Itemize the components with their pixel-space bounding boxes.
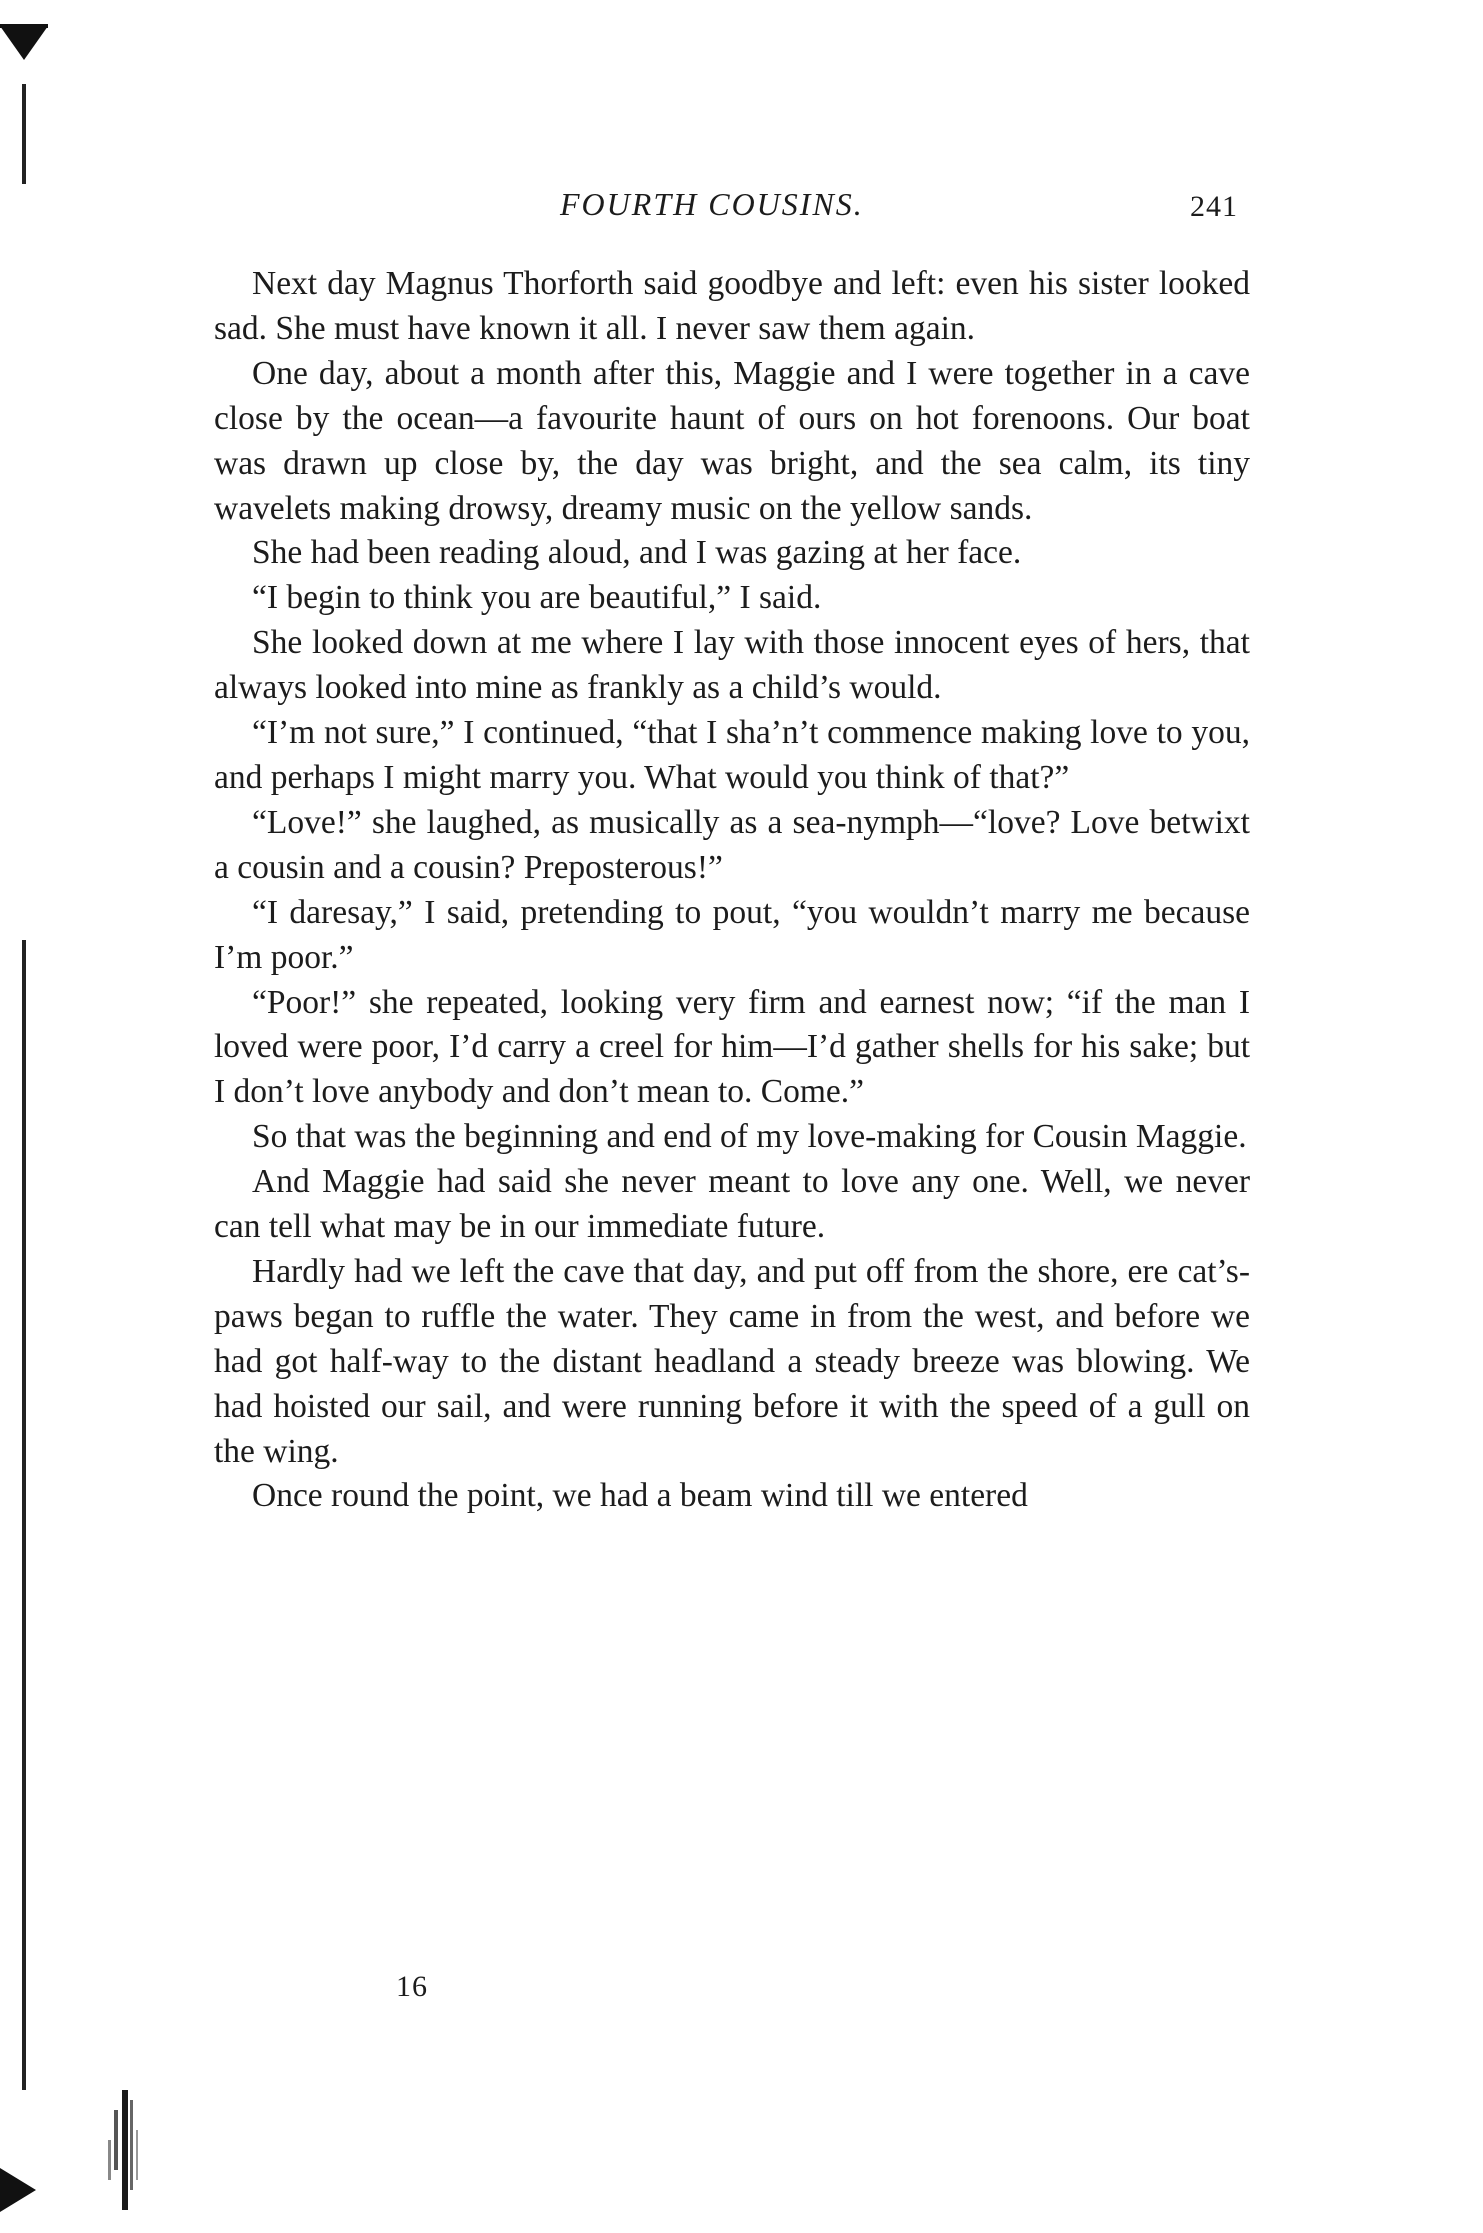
- scan-smudge: [100, 2080, 146, 2220]
- paragraph: “I begin to think you are beautiful,” I said.: [252, 579, 822, 617]
- scan-edge-line-left: [22, 940, 26, 2090]
- paragraph: “Love!” she laughed, as musically as a sea-nymph—“love? Love betwixt a cousin and a cousin? Preposterous!”: [214, 803, 1250, 886]
- paragraph: “Poor!” she repeated, looking very firm and earnest now; “if the man I loved were poor, I’d carry a creel for him—I’d gather shells for his sake; but I don’t love anybody and don’t mean to. Come.”: [214, 983, 1250, 1111]
- paragraph: Next day Magnus Thorforth said goodbye and left: even his sister looked sad. She must have known it all. I never saw them again.: [214, 265, 1250, 347]
- signature-mark: 16: [396, 1970, 428, 2003]
- page-number: 241: [1190, 190, 1238, 223]
- paragraph: And Maggie had said she never meant to love any one. Well, we never can tell what may be in our immediate future.: [214, 1163, 1250, 1246]
- scan-edge-line-top: [22, 84, 26, 184]
- paragraph: “I daresay,” I said, pretending to pout, “you wouldn’t marry me because I’m poor.”: [214, 893, 1250, 976]
- paragraph: “I’m not sure,” I continued, “that I sha’n’t commence making love to you, and perhaps I might marry you. What would you think of that?”: [214, 714, 1250, 796]
- paragraph: She looked down at me where I lay with those innocent eyes of hers, that always looked into mine as frankly as a child’s would.: [214, 624, 1250, 707]
- running-title: FOURTH COUSINS.: [560, 186, 864, 222]
- paragraph: She had been reading aloud, and I was gazing at her face.: [252, 534, 1022, 572]
- paragraph: So that was the beginning and end of my love-making for Cousin Maggie.: [252, 1118, 1247, 1156]
- paragraph: One day, about a month after this, Maggie and I were together in a cave close by the ocean—a favourite haunt of ours on hot forenoons. Our boat was drawn up close by, the day was bright, and the sea calm, its tiny wavelets making drowsy, dreamy music on the yellow sands.: [214, 354, 1250, 527]
- body-text: [214, 262, 1250, 1519]
- paragraph: Once round the point, we had a beam wind till we entered: [252, 1477, 1028, 1515]
- scan-triangle-marker-bottom: [0, 2168, 36, 2212]
- scan-triangle-marker-top: [0, 26, 48, 60]
- paragraph: Hardly had we left the cave that day, and put off from the shore, ere cat’s-paws began to ruffle the water. They came in from the west, and before we had got half-way to the distant headland a steady breeze was blowing. We had hoisted our sail, and were running before it with the speed of a gull on the wing.: [214, 1252, 1250, 1470]
